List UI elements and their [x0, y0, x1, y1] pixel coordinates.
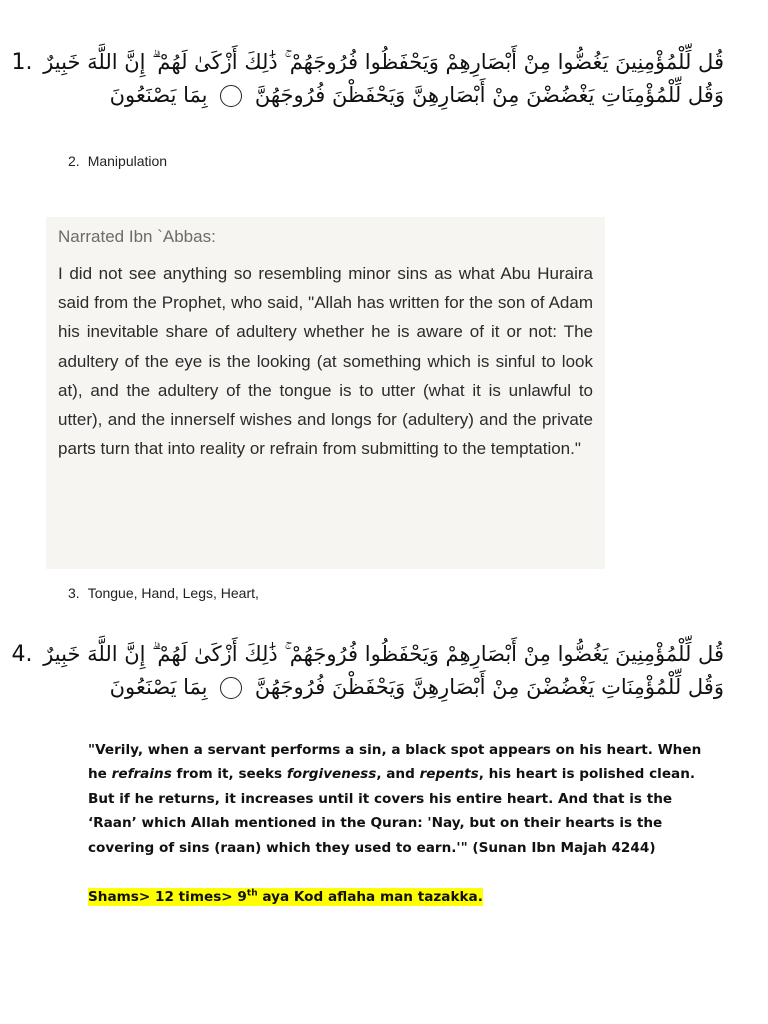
list-item-3 — [68, 585, 259, 601]
highlighted-text — [88, 888, 483, 906]
arabic-verse-4-text: قُل لِّلْمُؤْمِنِينَ يَغُضُّوا مِنْ أَبْصَارِهِمْ وَيَحْفَظُوا فُرُوجَهُمْ ۚ ذَٰلِكَ أَزْكَىٰ لَهُمْ ۗ إِنَّ اللَّهَ خَبِيرٌ — [43, 642, 724, 666]
arabic-verse-1-line-1 — [11, 46, 724, 79]
arabic-verse-4-line-2-end: وَقُل لِّلْمُؤْمِنَاتِ يَغْضُضْنَ مِنْ أَبْصَارِهِنَّ وَيَحْفَظْنَ فُرُوجَهُنَّ — [254, 675, 724, 699]
quote-text: , his heart is polished clean. But if he returns, it increases until it covers his entire heart. And that is the ‘Raan’ which Allah mentioned in the Quran: 'Nay, but on their hearts is the covering of sins (raan) which they used to earn.'" (Sunan Ibn Majah 4244) — [88, 766, 696, 856]
arabic-verse-4-line-1 — [11, 638, 724, 671]
arabic-verse-1-line-2 — [60, 79, 724, 111]
arabic-verse-1 — [11, 46, 724, 111]
quote-text: from it, seeks — [171, 766, 287, 783]
arabic-verse-4 — [11, 638, 724, 703]
quote-emphasis: repents — [419, 766, 479, 783]
arabic-verse-1-line-2-end: وَقُل لِّلْمُؤْمِنَاتِ يَغْضُضْنَ مِنْ أَبْصَارِهِنَّ وَيَحْفَظْنَ فُرُوجَهُنَّ — [254, 83, 724, 107]
hadith-title: Narrated Ibn `Abbas: — [58, 227, 216, 246]
quote-text: "Verily, when a servant performs a sin, a black spot appears on his heart. When he — [88, 742, 702, 783]
quote-emphasis: forgiveness — [286, 766, 377, 783]
quote-emphasis: refrains — [111, 766, 172, 783]
ayah-end-mark-icon — [220, 85, 242, 107]
list-item-text: Tongue, Hand, Legs, Heart, — [87, 585, 259, 601]
list-number: 3. — [68, 585, 80, 601]
arabic-verse-1-text: قُل لِّلْمُؤْمِنِينَ يَغُضُّوا مِنْ أَبْصَارِهِمْ وَيَحْفَظُوا فُرُوجَهُمْ ۚ ذَٰلِكَ أَزْكَىٰ لَهُمْ ۗ إِنَّ اللَّهَ خَبِيرٌ — [43, 50, 724, 74]
note-text: aya Kod aflaha man tazakka. — [257, 888, 483, 905]
arabic-verse-4-line-2-start: بِمَا يَصْنَعُونَ — [109, 675, 208, 699]
item-number-4: 4. — [11, 642, 33, 667]
highlighted-note — [88, 883, 483, 907]
ordinal-superscript: th — [246, 888, 258, 898]
hadith-quote-box — [46, 217, 605, 569]
arabic-verse-4-line-2 — [60, 671, 724, 703]
item-number-1: 1. — [11, 50, 33, 75]
arabic-verse-1-line-2-start: بِمَا يَصْنَعُونَ — [109, 83, 208, 107]
quote-text: , and — [376, 766, 420, 783]
ayah-end-mark-icon — [220, 677, 242, 699]
hadith-body: I did not see anything so resembling minor sins as what Abu Huraira said from the Prophet, who said, "Allah has written for the son of Adam his inevitable share of adultery whether he is aware of it or not: The adultery of the eye is the looking (at something which is sinful to look at), and the adultery of the tongue is to utter (what it is unlawful to utter), and the innerself wishes and longs for (adultery) and the private parts turn that into reality or refrain from submitting to the temptation." — [58, 264, 593, 459]
list-item-text: Manipulation — [87, 153, 168, 169]
list-number: 2. — [68, 153, 80, 169]
list-item-2 — [68, 153, 167, 169]
note-text: Shams> 12 times> 9 — [88, 888, 247, 905]
hadith-raan-quote — [88, 738, 714, 860]
